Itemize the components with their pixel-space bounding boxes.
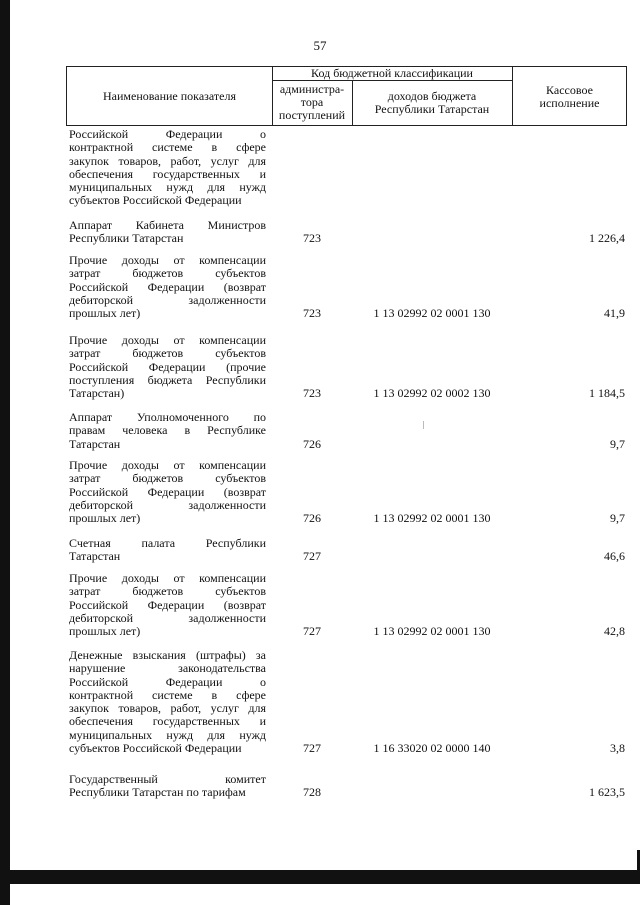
- row-name-line: обеспечения государственных и: [69, 714, 266, 729]
- row-name-line: прошлых лет): [69, 511, 141, 526]
- scan-edge-left: [0, 0, 10, 905]
- row-name-line: муниципальных нужд для нужд: [69, 727, 266, 742]
- row-name-line: Российской Федерации (возврат: [69, 484, 266, 499]
- row-income-code: 1 13 02992 02 0002 130: [373, 386, 491, 401]
- scan-edge-bottom: [0, 870, 640, 884]
- page-number: 57: [313, 38, 327, 53]
- row-name-line: Прочие доходы от компенсации: [69, 253, 266, 267]
- row-income-code: 1 13 02992 02 0001 130: [373, 306, 491, 321]
- header-group-underline: [272, 80, 512, 81]
- row-name-line: прошлых лет): [69, 306, 141, 321]
- row-name-line: Татарстан: [69, 549, 121, 564]
- row-name-line: поступления бюджета Республики: [69, 372, 266, 387]
- header-income-line: Республики Татарстан: [374, 102, 490, 116]
- row-name-line: Прочие доходы от компенсации: [69, 571, 266, 585]
- row-name: [69, 334, 266, 400]
- header-admin-line: тора: [300, 95, 324, 109]
- row-amount: 3,8: [610, 741, 625, 756]
- row-name-line: Денежные взыскания (штрафы) за: [69, 648, 266, 662]
- row-name-line: муниципальных нужд для нужд: [69, 180, 266, 195]
- header-amount-column: [512, 84, 627, 110]
- row-amount: 1 184,5: [589, 386, 625, 401]
- row-name-line: Татарстан): [69, 386, 125, 401]
- row-name-line: контрактной системе в сфере: [69, 687, 266, 702]
- row-income-code: 1 16 33020 02 0000 140: [373, 741, 491, 756]
- row-name-line: Аппарат Кабинета Министров: [69, 218, 266, 232]
- header-amount-line: Кассовое: [546, 83, 593, 97]
- row-name-line: Прочие доходы от компенсации: [69, 333, 266, 347]
- header-code-group: Код бюджетной классификации: [311, 66, 473, 80]
- scan-speck: [423, 421, 424, 429]
- row-name: [69, 459, 266, 525]
- row-name-line: правам человека в Республике: [69, 423, 266, 438]
- row-name-line: затрат бюджетов субъектов: [69, 471, 266, 486]
- row-name-line: закупок товаров, работ, услуг для: [69, 153, 266, 168]
- row-admin-code: 723: [303, 231, 321, 246]
- row-name-line: затрат бюджетов субъектов: [69, 346, 266, 361]
- row-income-code: 1 13 02992 02 0001 130: [373, 511, 491, 526]
- row-name-line: Российской Федерации (возврат: [69, 279, 266, 294]
- row-admin-code: 727: [303, 624, 321, 639]
- row-admin-code: 727: [303, 741, 321, 756]
- row-name-line: Государственный комитет: [69, 772, 266, 786]
- row-name-line: дебиторской задолженности: [69, 292, 266, 307]
- row-name: [69, 128, 266, 208]
- row-admin-code: 723: [303, 306, 321, 321]
- row-name: [69, 219, 266, 246]
- header-admin-line: поступлений: [278, 108, 346, 122]
- row-admin-code: 728: [303, 785, 321, 800]
- row-name-line: прошлых лет): [69, 624, 141, 639]
- row-amount: 1 226,4: [589, 231, 625, 246]
- row-name: [69, 411, 266, 451]
- row-admin-code: 726: [303, 511, 321, 526]
- row-name-line: субъектов Российской Федерации: [69, 741, 242, 756]
- header-income-line: доходов бюджета: [387, 89, 477, 103]
- row-name: [69, 773, 266, 800]
- header-amount-line: исполнение: [539, 96, 600, 110]
- row-amount: 9,7: [610, 511, 625, 526]
- row-name-line: дебиторской задолженности: [69, 497, 266, 512]
- row-amount: 41,9: [604, 306, 625, 321]
- row-name-line: Российской Федерации о: [69, 127, 266, 141]
- row-name: [69, 649, 266, 755]
- row-name-line: Российской Федерации (прочие: [69, 359, 266, 374]
- row-income-code: 1 13 02992 02 0001 130: [373, 624, 491, 639]
- row-name-line: Республики Татарстан по тарифам: [69, 785, 246, 800]
- row-name-line: закупок товаров, работ, услуг для: [69, 701, 266, 716]
- row-admin-code: 727: [303, 549, 321, 564]
- row-admin-code: 723: [303, 386, 321, 401]
- row-name-line: Татарстан: [69, 436, 121, 451]
- row-name-line: Аппарат Уполномоченного по: [69, 410, 266, 424]
- row-name-line: субъектов Российской Федерации: [69, 193, 242, 208]
- header-admin-line: администра-: [279, 82, 345, 96]
- header-admin-column: [272, 83, 352, 122]
- row-amount: 42,8: [604, 624, 625, 639]
- row-name-line: контрактной системе в сфере: [69, 140, 266, 155]
- header-income-column: [352, 90, 512, 116]
- row-name: [69, 254, 266, 320]
- row-name-line: Прочие доходы от компенсации: [69, 458, 266, 472]
- row-name-line: Счетная палата Республики: [69, 536, 266, 550]
- row-amount: 9,7: [610, 436, 625, 451]
- row-name-line: Российской Федерации (возврат: [69, 597, 266, 612]
- row-name-line: затрат бюджетов субъектов: [69, 266, 266, 281]
- row-name-line: Республики Татарстан: [69, 231, 184, 246]
- row-amount: 1 623,5: [589, 785, 625, 800]
- header-name-column: Наименование показателя: [103, 89, 236, 103]
- row-admin-code: 726: [303, 436, 321, 451]
- row-name-line: Российской Федерации о: [69, 674, 266, 689]
- row-name: [69, 572, 266, 638]
- row-name-line: затрат бюджетов субъектов: [69, 584, 266, 599]
- row-name-line: нарушение законодательства: [69, 661, 266, 676]
- row-amount: 46,6: [604, 549, 625, 564]
- row-name-line: дебиторской задолженности: [69, 610, 266, 625]
- row-name: [69, 537, 266, 564]
- row-name-line: обеспечения государственных и: [69, 166, 266, 181]
